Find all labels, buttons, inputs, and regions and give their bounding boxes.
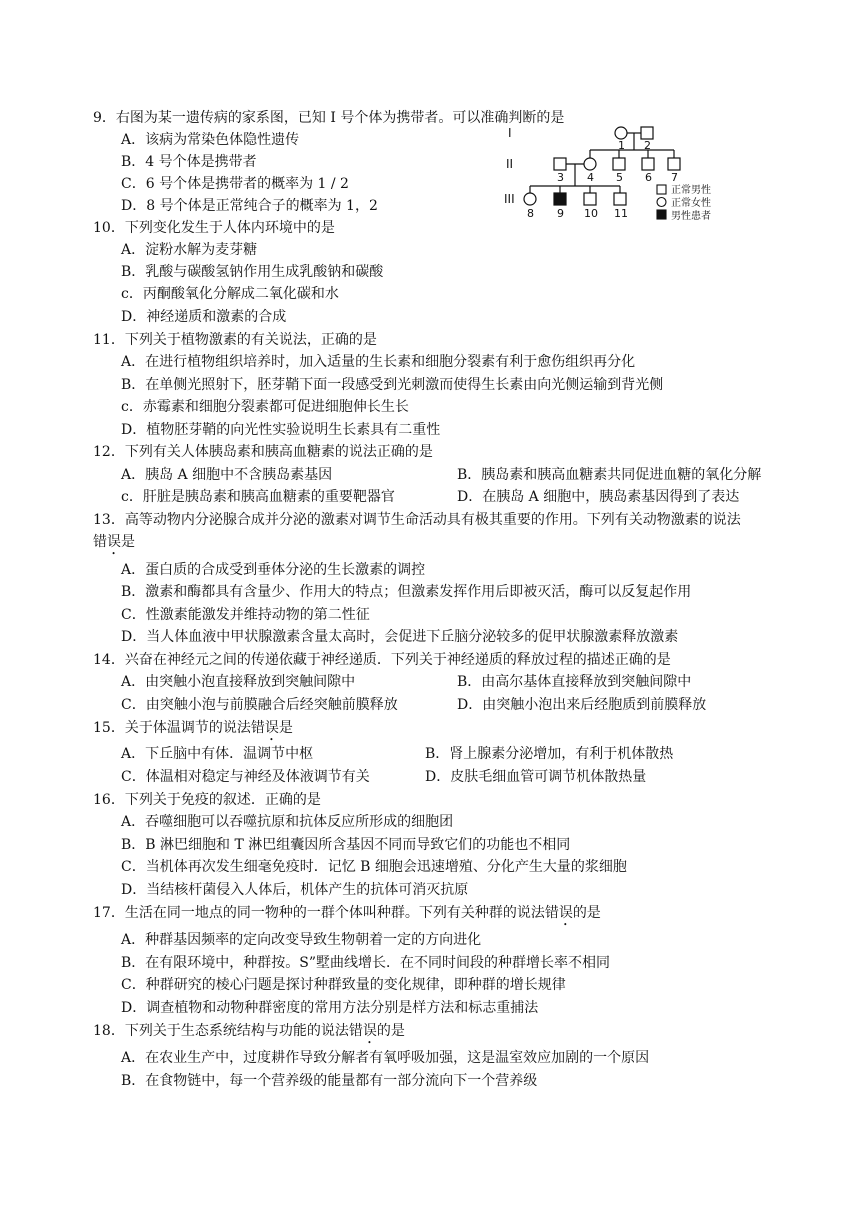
gen-label-2: II bbox=[506, 157, 514, 171]
q15-option-c: C．体温相对稳定与神经及体液调节有关 bbox=[121, 769, 370, 785]
legend-affected-male: 男性患者 bbox=[671, 211, 711, 222]
q16-stem: 16．下列关于免疫的叙述．正确的是 bbox=[93, 792, 321, 808]
num-8: 8 bbox=[527, 207, 534, 220]
num-11: 11 bbox=[614, 207, 628, 220]
q15-option-a: A．下丘脑中有体．温调节中枢 bbox=[121, 746, 314, 762]
q17-option-c: C．种群研究的棱心闩题是探讨种群致量的变化规律，即种群的增长规律 bbox=[121, 977, 566, 993]
q15-stem: 15．关于体温调节的说法错误是 bbox=[93, 720, 293, 736]
num-2: 2 bbox=[644, 139, 651, 152]
q12-option-d: D．在胰岛 A 细胞中，胰岛素基因得到了表达 bbox=[457, 489, 740, 505]
q18-stem: 18．下列关于生态系统结构与功能的说法错误的是 bbox=[93, 1023, 405, 1039]
q14-option-b: B．由高尔基体直接释放到突触间隙中 bbox=[457, 674, 692, 690]
q9-option-c: C．6 号个体是携带者的概率为 1 / 2 bbox=[121, 176, 349, 192]
q12-stem: 12．下列有关人体胰岛素和胰高血糖素的说法正确的是 bbox=[93, 444, 433, 460]
q10-stem: 10．下列变化发生于人体内环境中的是 bbox=[93, 220, 335, 236]
gen-label-1: I bbox=[508, 126, 512, 140]
q17-option-a: A．种群基因频率的定向改变导致生物朝着一定的方向进化 bbox=[121, 932, 482, 948]
q11-option-d: D．植物胚芽鞘的向光性实验说明生长素具有二重性 bbox=[121, 422, 441, 438]
num-3: 3 bbox=[557, 171, 564, 184]
q11-option-a: A．在进行植物组织培养时，加入适量的生长素和细胞分裂素有利于愈伤组织再分化 bbox=[121, 354, 636, 370]
q14-option-c: C．由突触小泡与前膜融合后经突触前膜释放 bbox=[121, 697, 398, 713]
q17-stem: 17．生活在同一地点的同一物种的一群个体叫种群。下列有关种群的说法错误的是 bbox=[93, 905, 601, 921]
num-5: 5 bbox=[616, 171, 623, 184]
q9-option-d: D．8 号个体是正常纯合子的概率为 1，2 bbox=[121, 198, 378, 214]
num-1: 1 bbox=[618, 139, 625, 152]
q10-option-b: B．乳酸与碳酸氢钠作用生成乳酸钠和碳酸 bbox=[121, 264, 384, 280]
q16-option-a: A．吞噬细胞可以吞噬抗原和抗体反应所形成的细胞团 bbox=[121, 814, 454, 830]
q16-option-b: B．B 淋巴细胞和 T 淋巴组囊因所含基因不同而导致它们的功能也不相同 bbox=[121, 837, 571, 853]
q15-option-b: B．肾上腺素分泌增加，有利于机体散热 bbox=[425, 746, 674, 762]
q13-option-c: C．性激素能激发并维持动物的第二性征 bbox=[121, 607, 370, 623]
q15-option-d: D．皮肤毛细血管可调节机体散热量 bbox=[425, 769, 647, 785]
legend-normal-female: 正常女性 bbox=[671, 198, 711, 209]
num-4: 4 bbox=[587, 171, 594, 184]
num-9: 9 bbox=[557, 207, 564, 220]
q13-stem: 13．高等动物内分泌腺合成并分泌的激素对调节生命活动具有极其重要的作用。下列有关动物激素的说法 bbox=[93, 512, 741, 528]
q17-option-b: B．在有限环境中，种群按。S”墅曲线增长．在不同时间段的种群增长率不相同 bbox=[121, 955, 611, 971]
q12-option-a: A．胰岛 A 细胞中不含胰岛素基因 bbox=[121, 467, 333, 483]
q11-option-c: c．赤霉素和细胞分裂素都可促进细胞伸长生长 bbox=[121, 399, 409, 415]
legend-normal-male: 正常男性 bbox=[671, 185, 711, 196]
q13-stem-continued: 错误是 bbox=[93, 534, 135, 550]
q14-option-a: A．由突触小泡直接释放到突触间隙中 bbox=[121, 674, 356, 690]
q10-option-a: A．淀粉水解为麦芽糖 bbox=[121, 242, 258, 258]
q13-option-a: A．蛋白质的合成受到垂体分泌的生长激素的调控 bbox=[121, 562, 426, 578]
q12-option-b: B．胰岛素和胰高血糖素共同促进血糖的氧化分解 bbox=[457, 467, 762, 483]
q14-option-d: D．由突触小泡出来后经胞质到前膜释放 bbox=[457, 697, 707, 713]
q16-option-d: D．当结核杆菌侵入人体后，机体产生的抗体可消灭抗原 bbox=[121, 882, 469, 898]
q18-option-b: B．在食物链中，每一个营养级的能量都有一部分流向下一个营养级 bbox=[121, 1073, 538, 1089]
q13-option-d: D．当人体血液中甲状腺激素含量太高时，会促进下丘脑分泌较多的促甲状腺激素释放激素 bbox=[121, 629, 679, 645]
q11-stem: 11．下列关于植物激素的有关说法，正确的是 bbox=[93, 332, 377, 348]
q14-stem: 14．兴奋在神经元之间的传递依藏于神经递质．下列关于神经递质的释放过程的描述正确的是 bbox=[93, 652, 671, 668]
q9-option-b: B．4 号个体是携带者 bbox=[121, 154, 257, 170]
q17-option-d: D．调查植物和动物种群密度的常用方法分别是样方法和标志重捕法 bbox=[121, 1000, 539, 1016]
num-10: 10 bbox=[584, 207, 598, 220]
num-7: 7 bbox=[671, 171, 678, 184]
num-6: 6 bbox=[645, 171, 652, 184]
q10-option-c: c．丙酮酸氧化分解成二氧化碳和水 bbox=[121, 286, 339, 302]
q12-option-c: c．肝脏是胰岛素和胰高血糖素的重要靶器官 bbox=[121, 489, 395, 505]
q16-option-c: C．当机体再次发生细毫免疫时．记忆 B 细胞会迅速增殖、分化产生大量的浆细胞 bbox=[121, 859, 627, 875]
pedigree-figure bbox=[502, 122, 730, 228]
q11-option-b: B．在单侧光照射下，胚芽鞘下面一段感受到光刺激而使得生长素由向光侧运输到背光侧 bbox=[121, 377, 664, 393]
q10-option-d: D．神经递质和激素的合成 bbox=[121, 309, 287, 325]
q9-stem: 9．右图为某一遗传病的家系图，已知 I 号个体为携带者。可以准确判断的是 bbox=[93, 110, 565, 126]
q9-option-a: A．该病为常染色体隐性遗传 bbox=[121, 132, 300, 148]
q13-option-b: B．激素和酶都具有含量少、作用大的特点；但激素发挥作用后即被灭活，酶可以反复起作用 bbox=[121, 584, 692, 600]
gen-label-3: III bbox=[504, 192, 515, 206]
q18-option-a: A．在农业生产中，过度耕作导致分解者有氧呼吸加强，这是温室效应加剧的一个原因 bbox=[121, 1050, 650, 1066]
